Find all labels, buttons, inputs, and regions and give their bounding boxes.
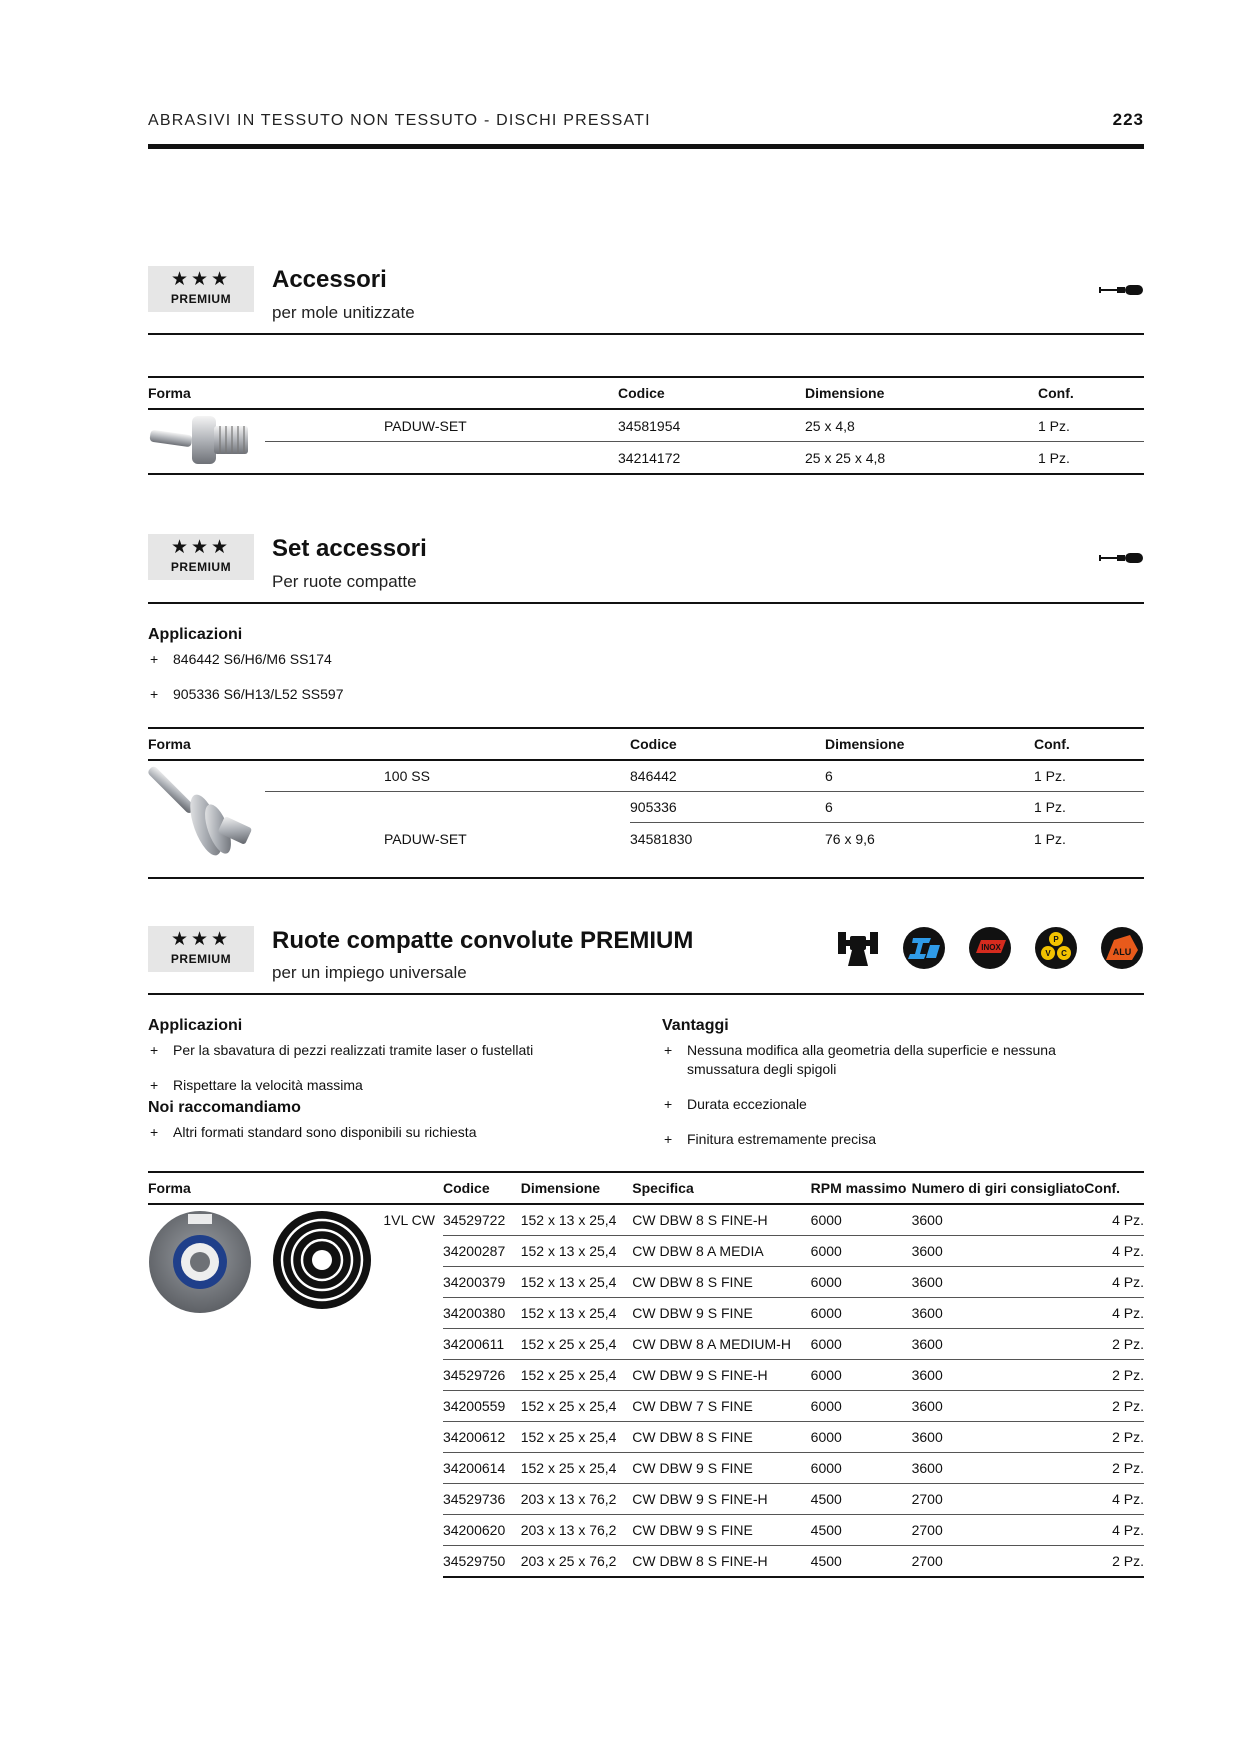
table-header-row	[148, 728, 1144, 760]
giri-consigliati-cell: 3600	[912, 1236, 1085, 1267]
section-subtitle-set: Per ruote compatte	[272, 572, 417, 591]
table-body	[148, 1204, 1144, 1577]
header-cell-conf: Conf.	[1084, 1172, 1144, 1204]
premium-label: PREMIUM	[170, 292, 232, 306]
conf-cell: 1 Pz.	[1034, 823, 1144, 878]
list-item: + Nessuna modifica alla geometria della superficie e nessuna smussatura degli spigoli	[662, 1041, 1102, 1079]
specifica-cell: CW DBW 9 S FINE-H	[632, 1484, 810, 1515]
product-image-cell	[148, 409, 265, 474]
list-item: + Altri formati standard sono disponibili su richiesta	[148, 1123, 648, 1142]
codice-cell: 34214172	[618, 449, 681, 466]
giri-consigliati-cell: 3600	[912, 1453, 1085, 1484]
rpm-max-cell: 4500	[811, 1546, 912, 1578]
dimensione-cell: 203 x 13 x 76,2	[521, 1484, 633, 1515]
specifica-cell: CW DBW 8 A MEDIA	[632, 1236, 810, 1267]
rpm-max-cell: 4500	[811, 1515, 912, 1546]
forma-cell: 1VL CW	[383, 1212, 435, 1229]
dimensione-cell: 6	[825, 792, 1034, 823]
specifica-cell: CW DBW 8 S FINE-H	[632, 1204, 810, 1236]
table-row	[148, 1546, 1144, 1578]
conf-cell: 1 Pz.	[1034, 792, 1144, 823]
table-ruote-compatte	[148, 1171, 1144, 1578]
alu-label: ALU	[1112, 947, 1132, 957]
table-row	[148, 1329, 1144, 1360]
conf-cell: 4 Pz.	[1084, 1204, 1144, 1236]
stars-icon: ★★★	[170, 537, 232, 558]
dimensione-cell: 203 x 13 x 76,2	[521, 1515, 633, 1546]
header-cell-forma: Forma	[148, 1172, 264, 1204]
table-row	[148, 1391, 1144, 1422]
pvc-icon	[1034, 926, 1078, 970]
specifica-cell: CW DBW 8 A MEDIUM-H	[632, 1329, 810, 1360]
rpm-max-cell: 6000	[811, 1298, 912, 1329]
forma-cell	[265, 442, 618, 475]
rpm-max-cell: 6000	[811, 1360, 912, 1391]
codice-cell: 846442	[630, 760, 825, 792]
pvc-p-label: P	[1053, 935, 1059, 944]
conf-cell: 1 Pz.	[1038, 449, 1070, 466]
header-cell-forma: Forma	[148, 728, 265, 760]
mounted-tool-icon	[1099, 283, 1143, 297]
running-header-title: ABRASIVI IN TESSUTO NON TESSUTO - DISCHI PRESSATI	[148, 112, 651, 129]
specifica-cell: CW DBW 8 S FINE	[632, 1267, 810, 1298]
conf-cell: 4 Pz.	[1084, 1298, 1144, 1329]
codice-cell: 34200611	[443, 1329, 521, 1360]
rpm-max-cell: 6000	[811, 1453, 912, 1484]
applications-list	[148, 650, 648, 714]
table-row	[148, 442, 1144, 475]
codice-cell: 34529750	[443, 1546, 521, 1578]
giri-consigliati-cell: 3600	[912, 1267, 1085, 1298]
header-cell-codice: Codice	[618, 377, 805, 409]
pvc-v-label: V	[1045, 949, 1051, 958]
table-row	[148, 1267, 1144, 1298]
specifica-cell: CW DBW 7 S FINE	[632, 1391, 810, 1422]
specifica-cell: CW DBW 8 S FINE	[632, 1422, 810, 1453]
rpm-max-cell: 6000	[811, 1204, 912, 1236]
product-image-cell	[148, 760, 265, 878]
conf-cell: 2 Pz.	[1084, 1422, 1144, 1453]
table-row	[148, 760, 1144, 792]
conf-cell: 4 Pz.	[1084, 1267, 1144, 1298]
table-row	[148, 1484, 1144, 1515]
table-accessori	[148, 376, 1144, 475]
giri-consigliati-cell: 2700	[912, 1515, 1085, 1546]
stars-icon: ★★★	[170, 929, 232, 950]
section-title-set: Set accessori	[272, 535, 427, 562]
table-row	[148, 823, 1144, 878]
forma-cell: 100 SS	[265, 760, 630, 792]
specifica-cell: CW DBW 8 S FINE-H	[632, 1546, 810, 1578]
pvc-c-label: C	[1061, 949, 1067, 958]
table-row	[148, 409, 1144, 442]
dimensione-cell: 76 x 9,6	[825, 823, 1034, 878]
codice-cell: 34200612	[443, 1422, 521, 1453]
table-header-row	[148, 377, 1144, 409]
giri-consigliati-cell: 3600	[912, 1204, 1085, 1236]
alu-icon	[1100, 926, 1144, 970]
rpm-max-cell: 6000	[811, 1329, 912, 1360]
dimensione-cell: 152 x 25 x 25,4	[521, 1453, 633, 1484]
conf-cell: 1 Pz.	[1038, 417, 1070, 434]
rpm-max-cell: 6000	[811, 1236, 912, 1267]
table-row	[148, 792, 1144, 823]
specifica-cell: CW DBW 9 S FINE	[632, 1298, 810, 1329]
steel-icon	[902, 926, 946, 970]
codice-cell: 34529726	[443, 1360, 521, 1391]
table-row	[148, 1298, 1144, 1329]
header-cell-rpm-max: RPM massimo	[811, 1172, 912, 1204]
list-item: + 905336 S6/H13/L52 SS597	[148, 685, 648, 704]
header-cell-giri-consigliati: Numero di giri consigliato	[912, 1172, 1085, 1204]
table-row	[148, 1204, 1144, 1236]
dimensione-cell: 152 x 13 x 25,4	[521, 1236, 633, 1267]
conf-cell: 1 Pz.	[1034, 760, 1144, 792]
codice-cell: 34529736	[443, 1484, 521, 1515]
premium-label: PREMIUM	[170, 560, 232, 574]
rpm-max-cell: 4500	[811, 1484, 912, 1515]
codice-cell: 34200380	[443, 1298, 521, 1329]
table-header-row	[148, 1172, 1144, 1204]
dimensione-cell: 152 x 25 x 25,4	[521, 1422, 633, 1453]
advantages-list	[662, 1041, 1102, 1159]
recommendations-heading: Noi raccomandiamo	[148, 1099, 301, 1116]
giri-consigliati-cell: 2700	[912, 1484, 1085, 1515]
section-rule	[148, 333, 1144, 335]
premium-label: PREMIUM	[170, 952, 232, 966]
premium-badge	[148, 266, 254, 312]
list-item: + Per la sbavatura di pezzi realizzati tramite laser o fustellati	[148, 1041, 648, 1060]
premium-badge	[148, 926, 254, 972]
dimensione-cell: 25 x 4,8	[805, 417, 855, 434]
giri-consigliati-cell: 3600	[912, 1422, 1085, 1453]
applications-heading: Applicazioni	[148, 626, 243, 643]
conf-cell: 4 Pz.	[1084, 1515, 1144, 1546]
list-item: + Rispettare la velocità massima	[148, 1076, 648, 1095]
conf-cell: 2 Pz.	[1084, 1453, 1144, 1484]
section-title-ruote: Ruote compatte convolute PREMIUM	[272, 927, 694, 954]
header-cell-forma: Forma	[148, 377, 265, 409]
codice-cell: 34200559	[443, 1391, 521, 1422]
forma-cell: PADUW-SET	[384, 417, 467, 434]
conf-cell: 4 Pz.	[1084, 1484, 1144, 1515]
specifica-cell: CW DBW 9 S FINE	[632, 1453, 810, 1484]
forma-cell: PADUW-SET	[265, 823, 630, 878]
section-rule	[148, 602, 1144, 604]
giri-consigliati-cell: 3600	[912, 1360, 1085, 1391]
conf-cell: 2 Pz.	[1084, 1329, 1144, 1360]
header-rule	[148, 144, 1144, 149]
section-subtitle-accessori: per mole unitizzate	[272, 303, 415, 322]
specifica-cell: CW DBW 9 S FINE	[632, 1515, 810, 1546]
arbor-adapter-image	[148, 410, 254, 470]
bench-grinder-icon	[836, 926, 880, 970]
recommendations-list	[148, 1123, 648, 1152]
dimensione-cell: 25 x 25 x 4,8	[805, 449, 886, 466]
section-rule	[148, 993, 1144, 995]
header-cell-dimensione: Dimensione	[825, 728, 1034, 760]
codice-cell: 34529722	[443, 1204, 521, 1236]
codice-cell: 34581954	[618, 417, 681, 434]
page-number: 223	[1112, 110, 1144, 129]
giri-consigliati-cell: 3600	[912, 1298, 1085, 1329]
inox-icon	[968, 926, 1012, 970]
dimensione-cell: 203 x 25 x 76,2	[521, 1546, 633, 1578]
applications-heading: Applicazioni	[148, 1017, 243, 1034]
header-cell-codice: Codice	[630, 728, 825, 760]
conf-cell: 2 Pz.	[1084, 1546, 1144, 1578]
list-item: + 846442 S6/H6/M6 SS174	[148, 650, 648, 669]
mounted-tool-icon	[1099, 551, 1143, 565]
table-row	[148, 1236, 1144, 1267]
dimensione-cell: 152 x 25 x 25,4	[521, 1329, 633, 1360]
conf-cell: 4 Pz.	[1084, 1236, 1144, 1267]
header-cell-dimensione: Dimensione	[805, 377, 1038, 409]
rpm-max-cell: 6000	[811, 1267, 912, 1298]
giri-consigliati-cell: 3600	[912, 1329, 1085, 1360]
section-title-accessori: Accessori	[272, 266, 387, 293]
inox-label: INOX	[981, 943, 1001, 952]
codice-cell: 34200620	[443, 1515, 521, 1546]
dimensione-cell: 152 x 13 x 25,4	[521, 1204, 633, 1236]
stars-icon: ★★★	[170, 269, 232, 290]
table-row	[148, 1360, 1144, 1391]
conf-cell: 2 Pz.	[1084, 1391, 1144, 1422]
table-set-accessori	[148, 727, 1144, 879]
rpm-max-cell: 6000	[811, 1422, 912, 1453]
header-cell-specifica: Specifica	[632, 1172, 810, 1204]
list-item: + Durata eccezionale	[662, 1095, 1102, 1114]
premium-badge	[148, 534, 254, 580]
dimensione-cell: 152 x 13 x 25,4	[521, 1267, 633, 1298]
rpm-max-cell: 6000	[811, 1391, 912, 1422]
applications-list	[148, 1041, 648, 1105]
header-cell-conf: Conf.	[1034, 728, 1144, 760]
shaft-flange-set-image	[148, 765, 258, 865]
table-row	[148, 1453, 1144, 1484]
conf-cell: 2 Pz.	[1084, 1360, 1144, 1391]
codice-cell: 34200287	[443, 1236, 521, 1267]
header-cell-conf: Conf.	[1038, 377, 1144, 409]
dimensione-cell: 152 x 13 x 25,4	[521, 1298, 633, 1329]
section-subtitle-ruote: per un impiego universale	[272, 963, 467, 982]
giri-consigliati-cell: 2700	[912, 1546, 1085, 1578]
table-row	[148, 1515, 1144, 1546]
codice-cell: 34581830	[630, 823, 825, 878]
dimensione-cell: 152 x 25 x 25,4	[521, 1391, 633, 1422]
giri-consigliati-cell: 3600	[912, 1391, 1085, 1422]
forma-cell	[265, 792, 630, 823]
codice-cell: 905336	[630, 792, 825, 823]
codice-cell: 34200379	[443, 1267, 521, 1298]
dimensione-cell: 6	[825, 760, 1034, 792]
list-item: + Finitura estremamente precisa	[662, 1130, 1102, 1149]
advantages-heading: Vantaggi	[662, 1017, 729, 1034]
header-cell-dimensione: Dimensione	[521, 1172, 633, 1204]
specifica-cell: CW DBW 9 S FINE-H	[632, 1360, 810, 1391]
table-row	[148, 1422, 1144, 1453]
codice-cell: 34200614	[443, 1453, 521, 1484]
header-cell-codice: Codice	[443, 1172, 521, 1204]
dimensione-cell: 152 x 25 x 25,4	[521, 1360, 633, 1391]
